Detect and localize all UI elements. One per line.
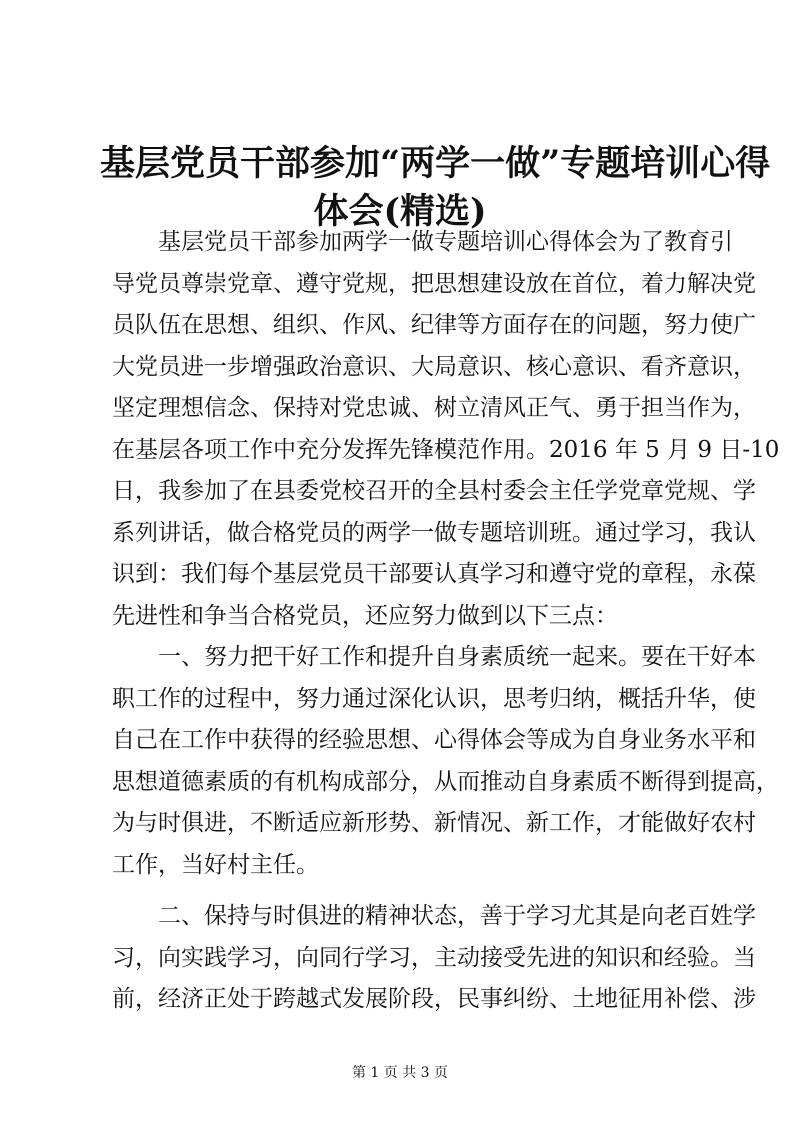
paragraph-intro [112, 222, 780, 637]
text-line: 系列讲话，做合格党员的两学一做专题培训班。通过学习，我认 [112, 519, 756, 546]
text-line: 大党员进一步增强政治意识、大局意识、核心意识、看齐意识， [112, 353, 756, 380]
text-line: 基层党员干部参加两学一做专题培训心得体会为了教育引 [158, 229, 733, 255]
text-line: 职工作的过程中，努力通过深化认识，思考归纳，概括升华，使 [112, 685, 756, 712]
text-line: 员队伍在思想、组织、作风、纪律等方面存在的问题，努力使广 [112, 312, 756, 338]
text-line: 思想道德素质的有机构成部分，从而推动自身素质不断得到提高， [112, 768, 779, 795]
text-line: 导党员尊崇党章、遵守党规，把思想建设放在首位，着力解决党 [112, 270, 756, 297]
paragraph-point-2 [112, 896, 756, 1021]
title-line-1: 基层党员干部参加“两学一做”专题培训心得 [100, 143, 771, 184]
text-line: 在基层各项工作中充分发挥先锋模范作用。2016 年 5 月 9 日-10 [112, 436, 780, 463]
text-line: 二、保持与时俱进的精神状态，善于学习尤其是向老百姓学 [158, 903, 756, 929]
page-footer: 第 1 页 共 3 页 [351, 1065, 449, 1081]
text-line: 先进性和争当合格党员，还应努力做到以下三点： [112, 602, 618, 629]
text-line: 工作，当好村主任。 [112, 851, 319, 878]
text-line: 前，经济正处于跨越式发展阶段，民事纠纷、土地征用补偿、涉 [112, 986, 756, 1012]
title-line-2: 体会(精选) [313, 191, 487, 232]
text-line: 为与时俱进，不断适应新形势、新情况、新工作，才能做好农村 [112, 810, 756, 836]
text-line: 识到：我们每个基层党员干部要认真学习和遵守党的章程，永葆 [112, 561, 756, 587]
text-line: 日，我参加了在县委党校召开的全县村委会主任学党章党规、学 [112, 478, 756, 504]
text-line: 自己在工作中获得的经验思想、心得体会等成为自身业务水平和 [112, 727, 756, 753]
text-line: 坚定理想信念、保持对党忠诚、树立清风正气、勇于担当作为， [112, 395, 756, 421]
paragraph-point-1 [112, 637, 779, 886]
text-line: 习，向实践学习，向同行学习，主动接受先进的知识和经验。当 [112, 944, 756, 971]
text-line: 一、努力把干好工作和提升自身素质统一起来。要在干好本 [158, 644, 756, 670]
document-body [112, 222, 780, 1021]
